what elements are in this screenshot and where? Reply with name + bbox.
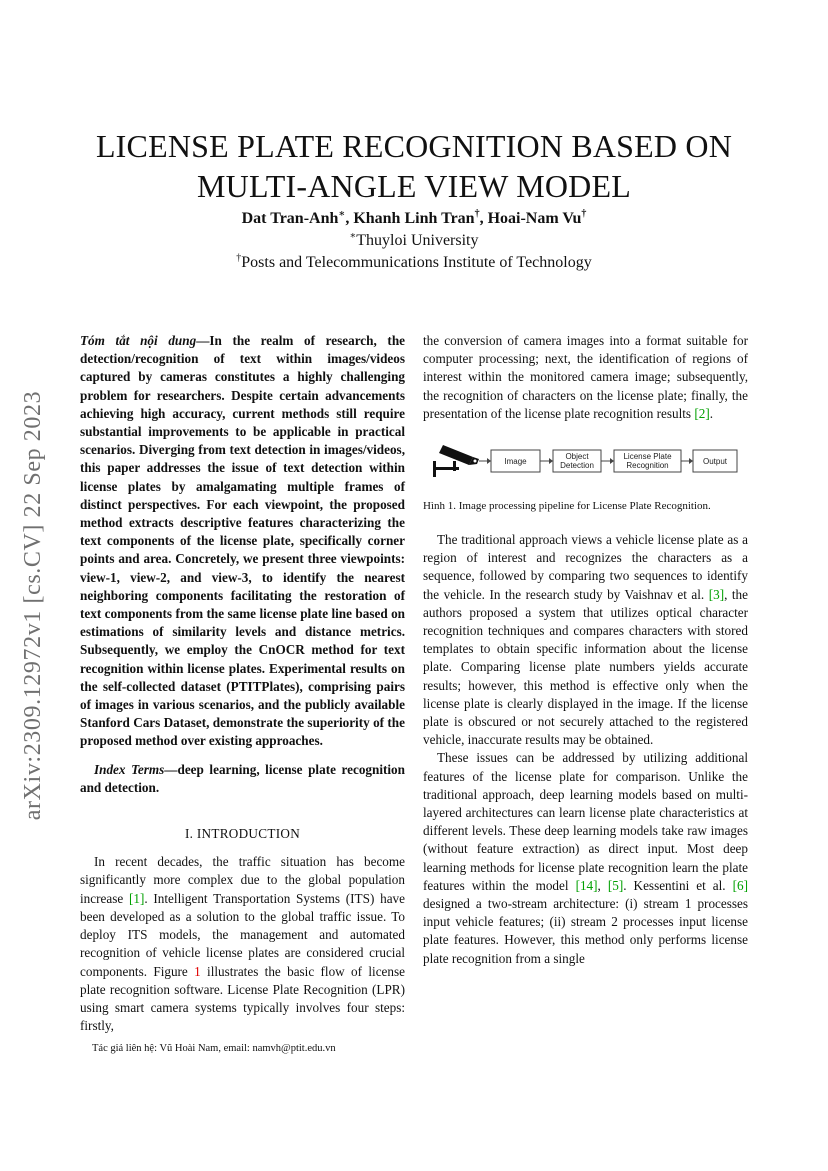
- index-terms-text: —deep learning, license plate recognition and detection.: [80, 761, 405, 795]
- citation-link-1[interactable]: [1]: [128, 890, 145, 906]
- author-2: Khanh Linh Tran: [353, 210, 475, 227]
- right-p3-text-b: . Kessentini et al.: [623, 877, 733, 893]
- box-object-detection-label-1: Object: [565, 452, 589, 462]
- author-3: Hoai-Nam Vu: [487, 210, 582, 227]
- citation-link-3[interactable]: [3]: [708, 586, 725, 602]
- left-column: [80, 332, 405, 1035]
- intro-text-b: . Intelligent Transportation Systems (ITS) have been developed as a solution to the global traffic issue. To deploy ITS models, the management and automated recognition of vehicle license plates are considered crucial components. Figure: [80, 890, 405, 979]
- right-p3-text-a: These issues can be addressed by utilizing additional features of the license plate for comparison. Unlike the traditional approach, deep learning models based on multi-layered architectures can learn license plate characteristics at different levels. These deep learning models take raw images (without feature extraction) as direct input. Most deep learning methods for license plate recognition learn the plate features within the model: [423, 750, 748, 893]
- intro-text-a: In recent decades, the traffic situation has become significantly more complex due to the global population increase: [80, 854, 405, 906]
- abstract-text: —In the realm of research, the detection/recognition of text within images/videos captured by cameras constitutes a highly challenging problem for researchers. Despite certain advancements achieving high accuracy, current methods still require substantial improvements to be applicable in practical scenarios. Diverging from text detection in images/videos, this paper addresses the issue of text detection within license plates by amalgamating multiple frames of distinct perspectives. For each viewpoint, the proposed method extracts descriptive features characterizing the text components of the license plate, specifically corner points and area. Concretely, we present three viewpoints: view-1, view-2, and view-3, to identify the nearest neighboring components facilitating the restoration of text components from the same license plate line based on estimations of similarity levels and distance metrics. Subsequently, we employ the CnOCR method for text recognition within license plates. Experimental results on the self-collected dataset (PTITPlates), comprising pairs of images in various scenarios, and the publicly available Stanford Cars Dataset, demonstrate the superiority of the proposed method over existing approaches.: [80, 333, 406, 749]
- affiliation-2: [40, 252, 788, 274]
- citation-link-6[interactable]: [6]: [732, 877, 748, 893]
- affiliation-2-mark: †: [236, 252, 242, 264]
- affiliation-1-text: Thuyloi University: [356, 232, 479, 249]
- index-terms-lead: Index Terms: [94, 761, 165, 777]
- figure-link-1[interactable]: 1: [194, 963, 201, 979]
- right-p3-sep: ,: [597, 877, 608, 893]
- index-terms: [80, 761, 405, 797]
- box-object-detection-label-2: Detection: [560, 461, 594, 471]
- right-column: [423, 332, 748, 968]
- section-heading-introduction: I. INTRODUCTION: [184, 826, 301, 842]
- right-paragraph-2: [423, 531, 748, 749]
- author-names: Dat Tran-Anh∗, Khanh Linh Tran†, Hoai-Nam Vu†: [241, 208, 587, 227]
- right-p1-text-b: .: [709, 405, 714, 421]
- citation-link-2[interactable]: [2]: [694, 405, 710, 421]
- corresponding-author-footnote: Tác giả liên hệ: Vũ Hoài Nam, email: namvh@ptit.edu.vn: [92, 1043, 336, 1054]
- affiliation-1-mark: ∗: [349, 230, 357, 242]
- box-lpr-label-2: Recognition: [626, 461, 669, 471]
- camera-icon: [433, 445, 479, 477]
- right-p2-text-b: , the authors proposed a system that utilizes optical character recognition techniques and compares characters with stored templates to obtain specific information about the license plate. Comparing license plate numbers yields accurate results; however, this method is effective only when the license plate is clearly displayed in the image. If the license plate is obscured or not securely attached to the registered vehicle, inaccurate results may be obtained.: [423, 586, 749, 748]
- box-output-label: Output: [702, 457, 728, 467]
- pipeline-boxes: [491, 450, 737, 472]
- citation-link-14[interactable]: [14]: [575, 877, 598, 893]
- arxiv-stamp: [16, 360, 52, 850]
- author-2-mark: †: [474, 208, 480, 220]
- right-paragraph-1: [423, 332, 748, 423]
- right-p3-text-c: designed a two-stream architecture: (i) stream 1 processes input vehicle features; (ii) stream 2 processes input license plate features. However, this method only performs license plate recognition from a single: [423, 896, 748, 966]
- figure-caption: Hình 1. Image processing pipeline for License Plate Recognition.: [423, 500, 711, 513]
- title-line-1: LICENSE PLATE RECOGNITION BASED ON: [95, 128, 733, 164]
- author-block: [40, 208, 788, 274]
- right-p2-text-a: The traditional approach views a vehicle license plate as a region of interest and recognizes the characters as a sequence, followed by comparing two sequences to identify the vehicle. In the research study by Vaishnav et al.: [423, 532, 748, 602]
- pipeline-diagram: [423, 437, 748, 489]
- intro-text-c: illustrates the basic flow of license plate recognition software. License Plate Recognition (LPR) using smart camera systems typically involves four steps: firstly,: [80, 963, 405, 1034]
- abstract-lead: Tóm tắt nội dung: [80, 333, 197, 348]
- author-1: Dat Tran-Anh: [241, 210, 339, 227]
- intro-paragraph-1: [80, 853, 405, 1035]
- author-1-mark: ∗: [338, 208, 346, 220]
- title-line-2: MULTI-ANGLE VIEW MODEL: [197, 168, 631, 204]
- figure-pipeline: [423, 437, 748, 489]
- abstract: [80, 332, 405, 751]
- author-3-mark: †: [581, 208, 587, 220]
- right-paragraph-3: [423, 749, 748, 967]
- affiliation-1: [40, 230, 788, 252]
- citation-link-5[interactable]: [5]: [607, 877, 624, 893]
- box-lpr-label-1: License Plate: [623, 452, 672, 462]
- right-p1-text-a: the conversion of camera images into a format suitable for computer processing; next, the identification of regions of interest within the monitored camera image; subsequently, the recognition of characters on the license plate; finally, the presentation of the license plate recognition results: [423, 333, 748, 421]
- paper-title: [40, 126, 788, 206]
- arxiv-stamp-text: arXiv:2309.12972v1 [cs.CV] 22 Sep 2023: [20, 390, 47, 820]
- affiliation-2-text: Posts and Telecommunications Institute of Technology: [241, 254, 592, 271]
- box-image-label: Image: [504, 457, 527, 467]
